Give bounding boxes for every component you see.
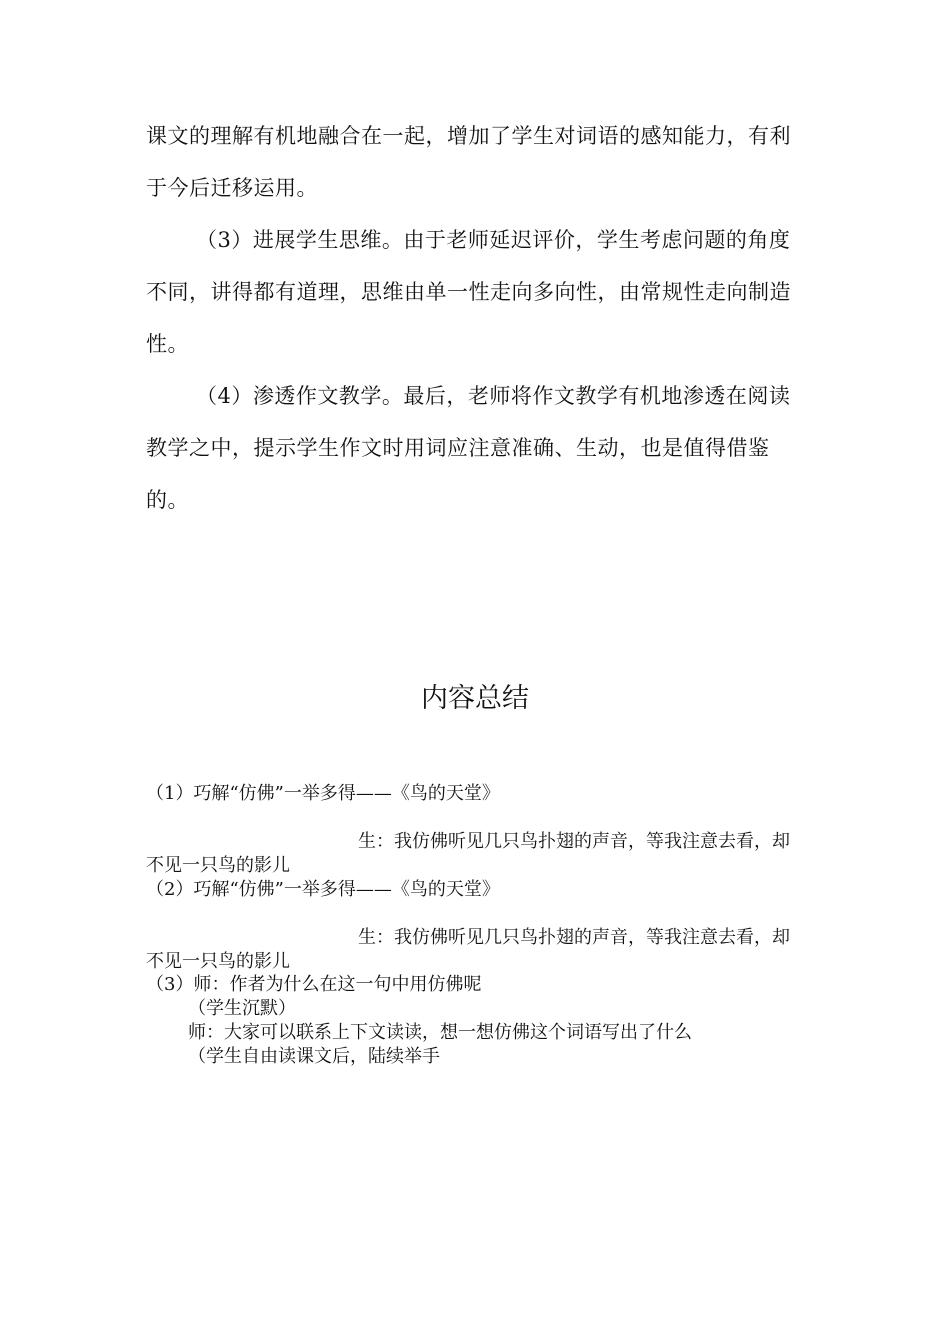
summary-item-3-line-1: （3）师：作者为什么在这一句中用仿佛呢: [146, 974, 482, 995]
summary-item-3-line-3: 师：大家可以联系上下文读读，想一想仿佛这个词语写出了什么: [188, 1022, 692, 1043]
summary-item-3-line-2: （学生沉默）: [188, 998, 296, 1019]
body-paragraph-1: 课文的理解有机地融合在一起，增加了学生对词语的感知能力，有利于今后迁移运用。: [146, 124, 791, 200]
body-paragraph-2: （3）进展学生思维。由于老师延迟评价，学生考虑问题的角度不同，讲得都有道理，思维由单一性走向多向性，由常规性走向制造性。: [146, 228, 791, 356]
summary-item-1-heading: （1）巧解“仿佛”一举多得——《鸟的天堂》: [146, 783, 500, 804]
summary-item-1-quote: 生：我仿佛听见几只鸟扑翅的声音，等我注意去看，却不见一只鸟的影儿: [146, 831, 790, 876]
summary-title: 内容总结: [421, 683, 529, 714]
summary-item-2-heading: （2）巧解“仿佛”一举多得——《鸟的天堂》: [146, 879, 500, 900]
summary-item-2-quote: 生：我仿佛听见几只鸟扑翅的声音，等我注意去看，却不见一只鸟的影儿: [146, 927, 790, 972]
body-paragraph-3: （4）渗透作文教学。最后，老师将作文教学有机地渗透在阅读教学之中，提示学生作文时用词应注意准确、生动，也是值得借鉴的。: [146, 384, 791, 512]
summary-item-3-line-4: （学生自由读课文后，陆续举手: [188, 1046, 440, 1067]
